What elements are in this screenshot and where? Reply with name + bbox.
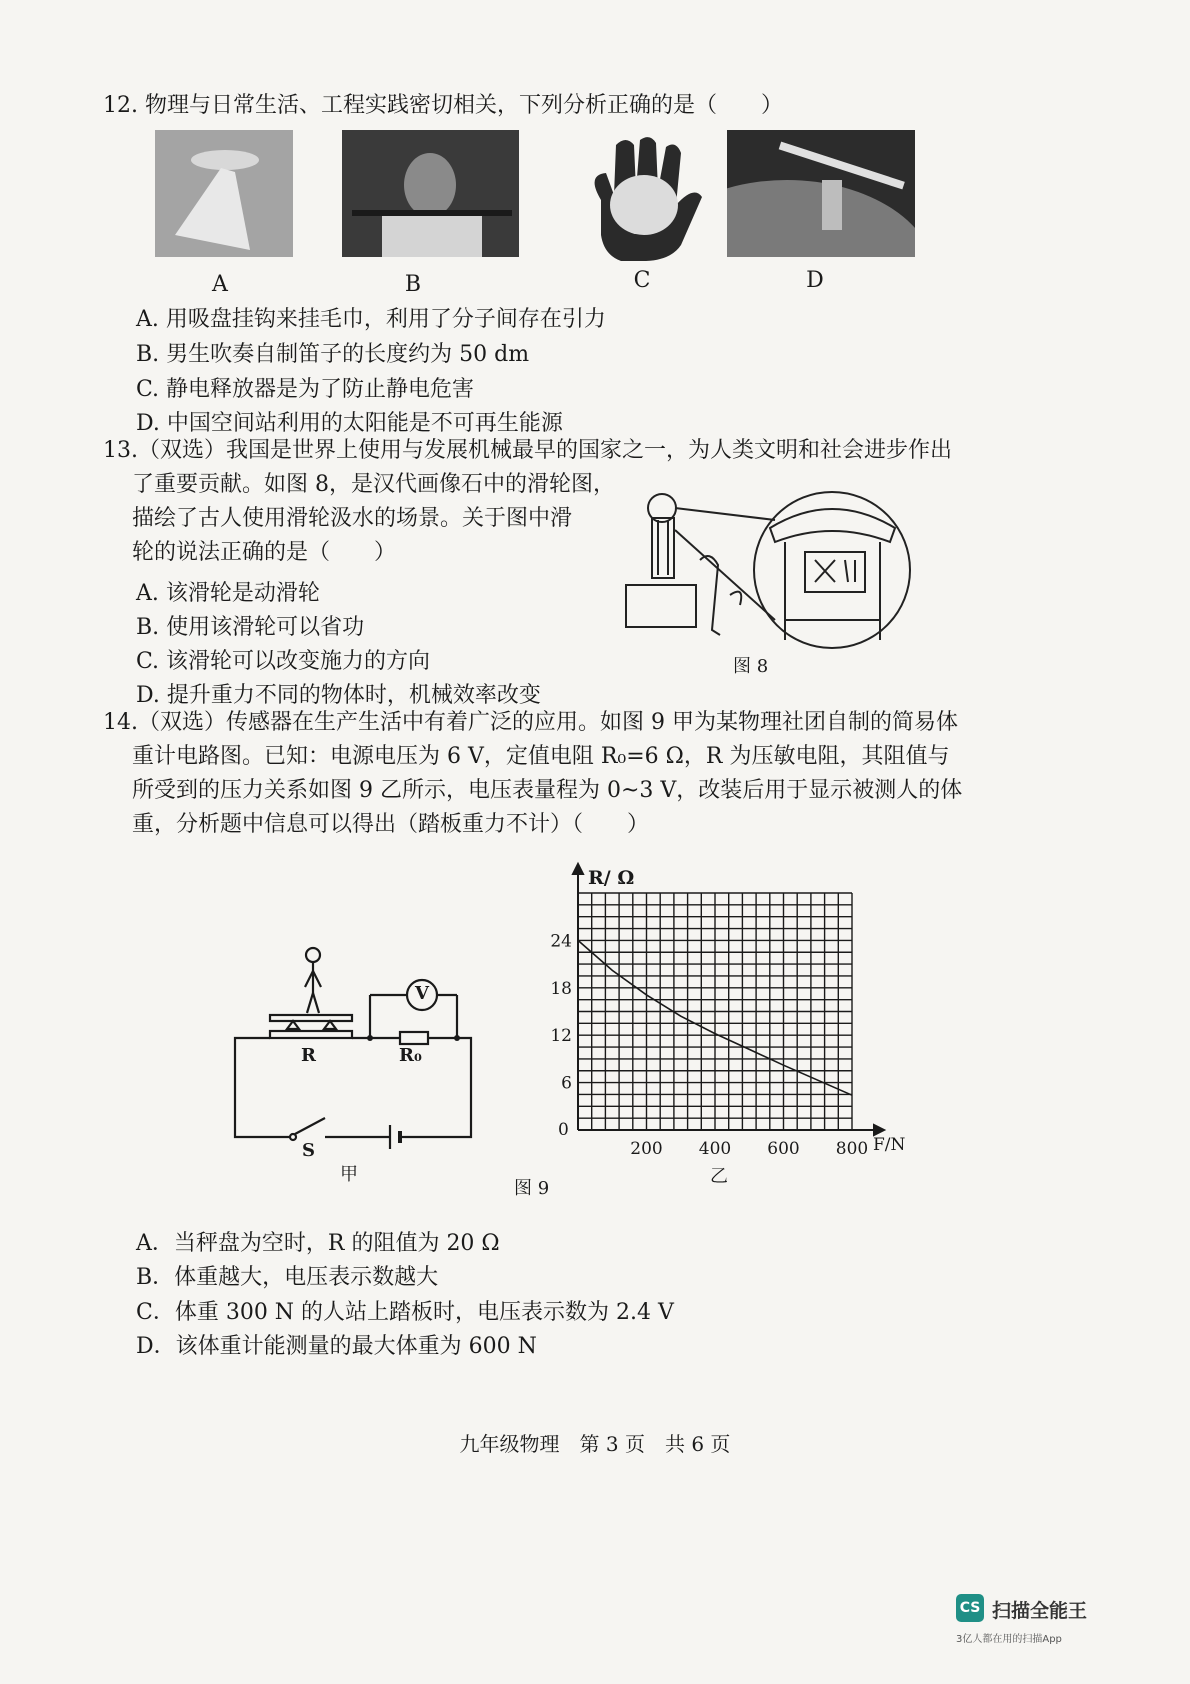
label-voltmeter: V	[415, 983, 429, 1004]
x-tick-label: 600	[767, 1139, 800, 1159]
q12-stem: 12. 物理与日常生活、工程实践密切相关，下列分析正确的是（ ）	[103, 93, 783, 118]
q13-stem-line-2: 了重要贡献。如图 8，是汉代画像石中的滑轮图，	[132, 472, 615, 497]
x-axis-label: F/N	[873, 1135, 906, 1155]
y-axis-label: R/ Ω	[588, 867, 635, 889]
q13-option-b: B. 使用该滑轮可以省功	[136, 615, 365, 640]
image-label-d: D	[806, 268, 824, 293]
figure-8-caption: 图 8	[733, 656, 769, 677]
y-tick-label: 12	[550, 1026, 572, 1047]
q14-stem-line-3: 所受到的压力关系如图 9 乙所示，电压表量程为 0~3 V，改装后用于显示被测人的体	[132, 778, 963, 803]
q13-option-a: A. 该滑轮是动滑轮	[136, 581, 320, 606]
q12-option-c: C. 静电释放器是为了防止静电危害	[136, 377, 475, 402]
q14-option-d: D．该体重计能测量的最大体重为 600 N	[136, 1334, 537, 1359]
photo-c-static-discharger	[576, 135, 708, 263]
q14-option-c: C．体重 300 N 的人站上踏板时，电压表示数为 2.4 V	[136, 1300, 674, 1325]
q14-stem-line-2: 重计电路图。已知：电源电压为 6 V，定值电阻 R₀=6 Ω，R 为压敏电阻，其阻值与	[132, 744, 950, 769]
q13-option-d: D. 提升重力不同的物体时，机械效率改变	[136, 683, 541, 708]
graph-caption-yi: 乙	[710, 1166, 728, 1187]
figure-9-circuit-diagram	[225, 935, 485, 1185]
q14-stem-line-1: 14.（双选）传感器在生产生活中有着广泛的应用。如图 9 甲为某物理社团自制的简易体	[103, 710, 958, 735]
photo-d-space-station	[727, 130, 915, 257]
label-r0: R₀	[399, 1045, 422, 1066]
image-label-c: C	[633, 268, 651, 293]
q14-stem-line-4: 重，分析题中信息可以得出（踏板重力不计）（ ）	[132, 812, 650, 837]
x-tick-label: 200	[630, 1139, 663, 1159]
photo-b-flute-player	[342, 130, 519, 257]
x-axis-arrow	[874, 1125, 884, 1135]
image-label-b: B	[404, 272, 422, 297]
y-axis-arrow	[573, 864, 583, 874]
scanner-app-name: 扫描全能王	[992, 1600, 1088, 1622]
label-switch: S	[302, 1140, 315, 1161]
q12-option-d: D. 中国空间站利用的太阳能是不可再生能源	[136, 411, 563, 436]
x-tick-label: 800	[835, 1139, 869, 1159]
page-footer: 九年级物理 第 3 页 共 6 页	[459, 1432, 731, 1456]
q13-stem-line-4: 轮的说法正确的是（ ）	[132, 540, 397, 565]
photo-a-suction-hook	[155, 130, 293, 257]
label-r: R	[301, 1045, 316, 1066]
q14-option-a: A．当秤盘为空时，R 的阻值为 20 Ω	[136, 1231, 500, 1256]
x-tick-label: 400	[698, 1139, 732, 1159]
y-tick-label: 6	[561, 1073, 572, 1094]
scanner-tagline: 3亿人都在用的扫描App	[956, 1634, 1062, 1645]
q13-stem-line-3: 描绘了古人使用滑轮汲水的场景。关于图中滑	[132, 506, 573, 531]
image-label-a: A	[212, 272, 228, 297]
x-tick-label: 0	[558, 1120, 569, 1140]
q13-stem-line-1: 13.（双选）我国是世界上使用与发展机械最早的国家之一，为人类文明和社会进步作出	[103, 438, 952, 463]
q12-option-a: A. 用吸盘挂钩来挂毛巾，利用了分子间存在引力	[136, 307, 606, 332]
r-f-graph	[540, 860, 920, 1170]
y-tick-label: 24	[550, 931, 572, 952]
figure-9-caption: 图 9	[514, 1178, 550, 1199]
y-tick-label: 18	[550, 978, 572, 999]
q12-option-b: B. 男生吹奏自制笛子的长度约为 50 dm	[136, 342, 530, 367]
circuit-caption-jia: 甲	[340, 1164, 358, 1185]
figure-8-pulley-drawing	[620, 490, 915, 650]
q14-option-b: B．体重越大，电压表示数越大	[136, 1265, 439, 1290]
scanner-logo-icon: CS	[956, 1594, 984, 1622]
q13-option-c: C. 该滑轮可以改变施力的方向	[136, 649, 431, 674]
